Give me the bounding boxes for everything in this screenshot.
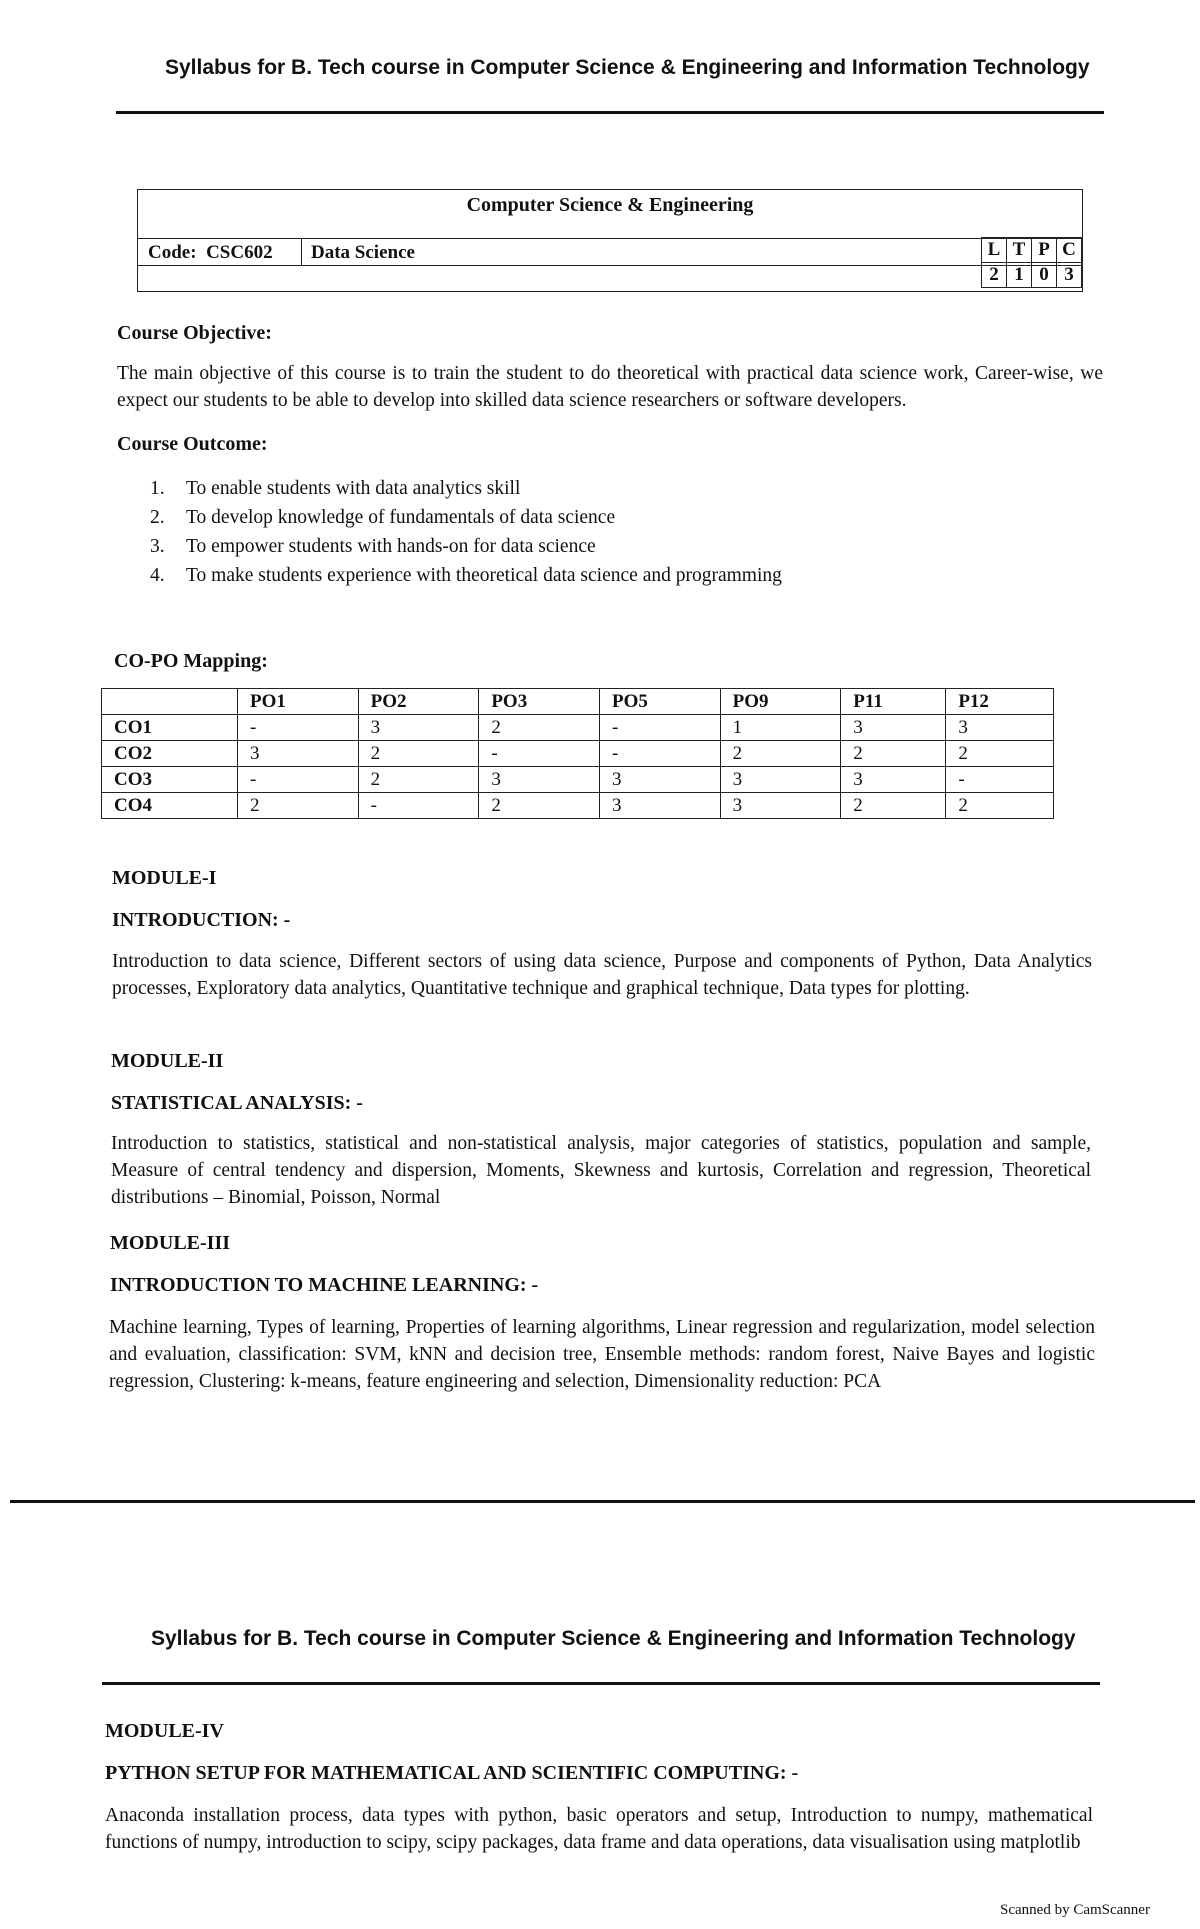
table-cell: - bbox=[238, 767, 359, 793]
table-cell: 3 bbox=[720, 767, 841, 793]
table-cell: 2 bbox=[479, 793, 600, 819]
course-row bbox=[138, 238, 1082, 285]
table-cell: - bbox=[479, 741, 600, 767]
column-header: P11 bbox=[841, 689, 946, 715]
row-header: CO3 bbox=[102, 767, 238, 793]
page-separator bbox=[10, 1500, 1195, 1503]
module-4-title: PYTHON SETUP FOR MATHEMATICAL AND SCIENTIFIC COMPUTING: - bbox=[105, 1762, 799, 1784]
module-3-text: Machine learning, Types of learning, Properties of learning algorithms, Linear regression and regularization, model selection and evaluation, classification: SVM, kNN and decision tree, Ensemble methods: random forest, Naive Bayes and logistic regression, Clustering: k-means, feature engineering and selection, Dimensionality reduction: PCA bbox=[109, 1317, 1095, 1392]
table-cell: - bbox=[946, 767, 1054, 793]
department-title: Computer Science & Engineering bbox=[466, 194, 754, 216]
ltpc-value-t: 1 bbox=[1007, 263, 1032, 288]
page-header: Syllabus for B. Tech course in Computer Science & Engineering and Information Technology bbox=[165, 56, 1090, 79]
column-header: PO1 bbox=[238, 689, 359, 715]
list-item bbox=[150, 474, 782, 503]
table-corner-cell bbox=[102, 689, 238, 715]
row-header: CO1 bbox=[102, 715, 238, 741]
outcome-text: To make students experience with theoretical data science and programming bbox=[186, 565, 782, 586]
column-header: PO2 bbox=[358, 689, 479, 715]
ltpc-value-c: 3 bbox=[1057, 263, 1082, 288]
table-cell: 3 bbox=[238, 741, 359, 767]
table-row bbox=[102, 715, 1054, 741]
table-cell: 2 bbox=[358, 741, 479, 767]
module-3-title: INTRODUCTION TO MACHINE LEARNING: - bbox=[110, 1274, 539, 1296]
ltpc-table bbox=[981, 237, 1082, 288]
ltpc-header-t: T bbox=[1007, 238, 1032, 263]
outcome-number: 2. bbox=[150, 507, 165, 528]
table-row bbox=[102, 793, 1054, 819]
table-cell: - bbox=[238, 715, 359, 741]
module-2-label: MODULE-II bbox=[111, 1050, 224, 1072]
list-item bbox=[150, 503, 782, 532]
outcome-number: 3. bbox=[150, 536, 165, 557]
page-header: Syllabus for B. Tech course in Computer Science & Engineering and Information Technology bbox=[151, 1627, 1076, 1650]
ltpc-header-p: P bbox=[1032, 238, 1057, 263]
table-cell: 3 bbox=[358, 715, 479, 741]
table-cell: 3 bbox=[720, 793, 841, 819]
column-header: PO3 bbox=[479, 689, 600, 715]
list-item bbox=[150, 561, 782, 590]
outcome-text: To develop knowledge of fundamentals of data science bbox=[186, 507, 616, 528]
outcome-text: To enable students with data analytics skill bbox=[186, 478, 521, 499]
table-cell: 3 bbox=[841, 715, 946, 741]
ltpc-header-l: L bbox=[982, 238, 1007, 263]
table-cell: - bbox=[599, 741, 720, 767]
course-code bbox=[148, 242, 273, 264]
column-header: P12 bbox=[946, 689, 1054, 715]
table-header-row bbox=[102, 689, 1054, 715]
list-item bbox=[150, 532, 782, 561]
module-1-title: INTRODUCTION: - bbox=[112, 909, 291, 931]
module-3-label: MODULE-III bbox=[110, 1232, 231, 1254]
module-2-text: Introduction to statistics, statistical and non-statistical analysis, major categories of statistics, population and sample, Measure of central tendency and dispersion, Moments, Skewness and kurtosis, Correlation and regression, Theoretical distributions – Binomial, Poisson, Normal bbox=[111, 1133, 1091, 1208]
code-label: Code: bbox=[148, 242, 197, 263]
table-cell: 3 bbox=[479, 767, 600, 793]
module-1-label: MODULE-I bbox=[112, 867, 217, 889]
table-cell: 1 bbox=[720, 715, 841, 741]
code-value: CSC602 bbox=[206, 242, 273, 263]
outcome-list bbox=[150, 474, 782, 590]
ltpc-header-c: C bbox=[1057, 238, 1082, 263]
column-header: PO9 bbox=[720, 689, 841, 715]
outcome-heading: Course Outcome: bbox=[117, 433, 268, 455]
row-header: CO4 bbox=[102, 793, 238, 819]
table-cell: 2 bbox=[841, 793, 946, 819]
header-rule bbox=[102, 1682, 1100, 1685]
objective-heading: Course Objective: bbox=[117, 322, 272, 344]
course-row-divider bbox=[138, 265, 1082, 266]
outcome-number: 1. bbox=[150, 478, 165, 499]
table-cell: 3 bbox=[599, 793, 720, 819]
table-cell: 2 bbox=[358, 767, 479, 793]
module-4-text: Anaconda installation process, data types with python, basic operators and setup, Introduction to numpy, mathematical functions of numpy, introduction to scipy, scipy packages, data frame and data operations, data visualisation using matplotlib bbox=[105, 1805, 1093, 1853]
table-cell: 2 bbox=[841, 741, 946, 767]
row-header: CO2 bbox=[102, 741, 238, 767]
table-cell: 2 bbox=[946, 793, 1054, 819]
table-cell: 2 bbox=[238, 793, 359, 819]
watermark: Scanned by CamScanner bbox=[1000, 1902, 1150, 1918]
table-cell: 3 bbox=[599, 767, 720, 793]
outcome-number: 4. bbox=[150, 565, 165, 586]
module-2-title: STATISTICAL ANALYSIS: - bbox=[111, 1092, 363, 1114]
table-cell: - bbox=[599, 715, 720, 741]
code-divider bbox=[301, 239, 302, 265]
table-row bbox=[102, 767, 1054, 793]
table-cell: 2 bbox=[946, 741, 1054, 767]
table-cell: 3 bbox=[946, 715, 1054, 741]
table-row bbox=[102, 741, 1054, 767]
table-cell: 3 bbox=[841, 767, 946, 793]
header-rule bbox=[116, 111, 1104, 114]
table-cell: - bbox=[358, 793, 479, 819]
copo-table bbox=[101, 688, 1054, 819]
ltpc-value-p: 0 bbox=[1032, 263, 1057, 288]
copo-heading: CO-PO Mapping: bbox=[114, 650, 268, 672]
module-1-text: Introduction to data science, Different sectors of using data science, Purpose and components of Python, Data Analytics processes, Exploratory data analytics, Quantitative technique and graphical technique, Data types for plotting. bbox=[112, 951, 1092, 999]
ltpc-value-l: 2 bbox=[982, 263, 1007, 288]
course-title: Data Science bbox=[311, 242, 415, 263]
outcome-text: To empower students with hands-on for data science bbox=[186, 536, 596, 557]
module-4-label: MODULE-IV bbox=[105, 1720, 224, 1742]
table-cell: 2 bbox=[479, 715, 600, 741]
table-cell: 2 bbox=[720, 741, 841, 767]
column-header: PO5 bbox=[599, 689, 720, 715]
objective-text: The main objective of this course is to train the student to do theoretical with practical data science work, Career-wise, we expect our students to be able to develop into skilled data science researchers or software developers. bbox=[117, 363, 1103, 411]
course-info-box bbox=[137, 189, 1083, 292]
